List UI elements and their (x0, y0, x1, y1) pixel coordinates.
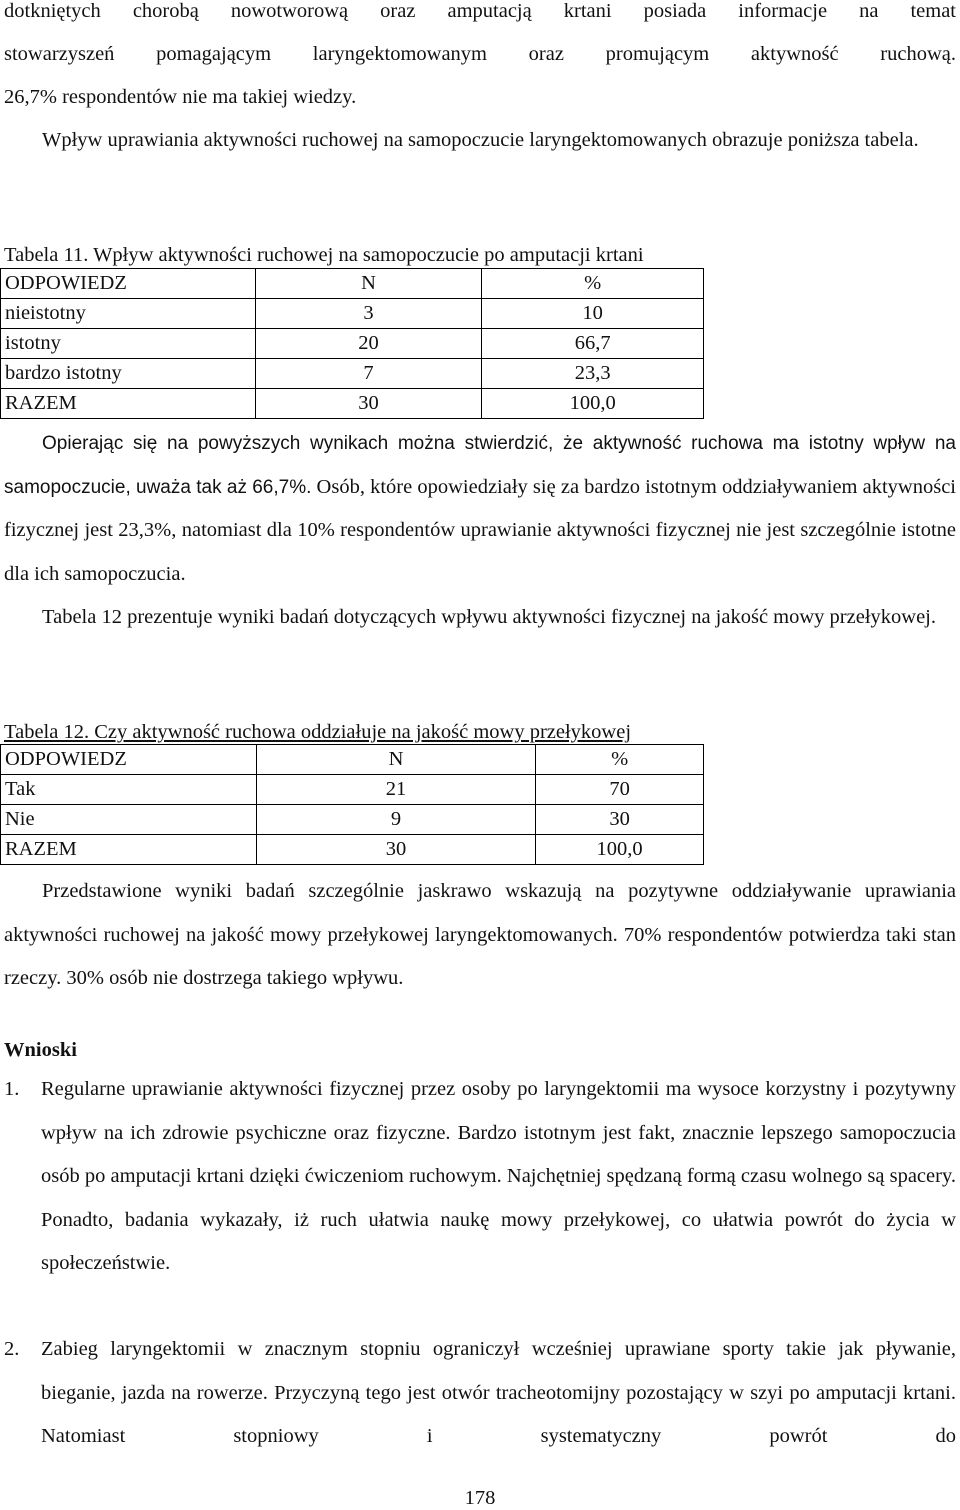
conclusion-number: 1. (4, 1078, 20, 1100)
table-header-cell: N (255, 269, 482, 299)
table-header-cell: % (482, 269, 704, 299)
table-row (1, 299, 704, 329)
table-cell: Tak (1, 775, 257, 805)
table-11-caption: Tabela 11. Wpływ aktywności ruchowej na samopoczucie po amputacji krtani (4, 244, 644, 266)
table-header-cell: ODPOWIEDZ (1, 745, 257, 775)
table-cell: 23,3 (482, 359, 704, 389)
table-cell: 66,7 (482, 329, 704, 359)
table-total-row (1, 389, 704, 419)
table-cell: 7 (255, 359, 482, 389)
conclusion-text: Regularne uprawianie aktywności fizycznej przez osoby po laryngektomii ma wysoce korzystny i pozytywny wpływ na ich zdrowie psychiczne oraz fizyczne. Bardzo istotnym jest fakt, znacznie lepszego samopoczucia osób po amputacji krtani dzięki ćwiczeniom ruchowym. Najchętniej spędzaną formą czasu wolnego są spacery. Ponadto, badania wykazały, iż ruch ułatwia naukę mowy przełykowej, co ułatwia powrót do życia w społeczeństwie. (41, 1078, 956, 1274)
table-row (1, 805, 704, 835)
table-cell: istotny (1, 329, 256, 359)
table-cell: RAZEM (1, 835, 257, 865)
table-cell: 100,0 (482, 389, 704, 419)
table-header-row (1, 269, 704, 299)
table-cell: nieistotny (1, 299, 256, 329)
table-row (1, 775, 704, 805)
table-cell: 21 (256, 775, 535, 805)
table-12-intro: Tabela 12 prezentuje wyniki badań dotyczących wpływu aktywności fizycznej na jakość mowy przełykowej. (42, 606, 936, 628)
table-cell: RAZEM (1, 389, 256, 419)
conclusion-number: 2. (4, 1338, 20, 1360)
table-cell: 9 (256, 805, 535, 835)
table-12-caption: Tabela 12. Czy aktywność ruchowa oddziałuje na jakość mowy przełykowej (4, 721, 632, 743)
analysis-sans-text: Opierając się na powyższych wynikach można stwierdzić, że aktywność ruchowa ma istotny wpływ na samopoczucie, uważa tak aż 66,7%. (4, 433, 956, 498)
table-11-analysis (4, 422, 956, 596)
table-cell: 10 (482, 299, 704, 329)
intro-line-2: stowarzyszeń pomagającym laryngektomowanym oraz promującym aktywność ruchową. (4, 43, 956, 65)
intro-line-1: dotkniętych chorobą nowotworową oraz amputacją krtani posiada informacje na temat (4, 0, 956, 22)
table-total-row (1, 835, 704, 865)
table-cell: 30 (536, 805, 704, 835)
analysis-serif-text: Osób, które opowiedziały się za bardzo istotnym oddziaływaniem aktywności fizycznej jest 23,3%, natomiast dla 10% respondentów uprawianie aktywności fizycznej nie jest szczególnie istotne dla ich samopoczucia. (4, 475, 956, 585)
table-12 (0, 744, 704, 865)
table-cell: 30 (255, 389, 482, 419)
table-header-cell: N (256, 745, 535, 775)
page-number: 178 (464, 1487, 496, 1509)
table-header-cell: % (536, 745, 704, 775)
table-cell: 20 (255, 329, 482, 359)
intro-line-3: 26,7% respondentów nie ma takiej wiedzy. (4, 86, 357, 108)
table-cell: bardzo istotny (1, 359, 256, 389)
table-cell: 70 (536, 775, 704, 805)
table-12-analysis: Przedstawione wyniki badań szczególnie jaskrawo wskazują na pozytywne oddziaływanie uprawiania aktywności ruchowej na jakość mowy przełykowej laryngektomowanych. 70% respondentów potwierdza taki stan rzeczy. 30% osób nie dostrzega takiego wpływu. (4, 880, 956, 989)
table-cell: 30 (256, 835, 535, 865)
table-row (1, 359, 704, 389)
table-row (1, 329, 704, 359)
conclusion-text: Zabieg laryngektomii w znacznym stopniu ograniczył wcześniej uprawiane sporty takie jak pływanie, bieganie, jazda na rowerze. Przyczyną tego jest otwór tracheotomijny pozostający w szyi po amputacji krtani. Natomiast stopniowy i systematyczny powrót do (41, 1338, 956, 1447)
table-11 (0, 268, 704, 419)
table-cell: 100,0 (536, 835, 704, 865)
conclusions-heading: Wnioski (4, 1039, 77, 1061)
table-header-cell: ODPOWIEDZ (1, 269, 256, 299)
table-header-row (1, 745, 704, 775)
table-cell: 3 (255, 299, 482, 329)
table-cell: Nie (1, 805, 257, 835)
intro-paragraph: Wpływ uprawiania aktywności ruchowej na samopoczucie laryngektomowanych obrazuje poniższa tabela. (42, 129, 919, 151)
